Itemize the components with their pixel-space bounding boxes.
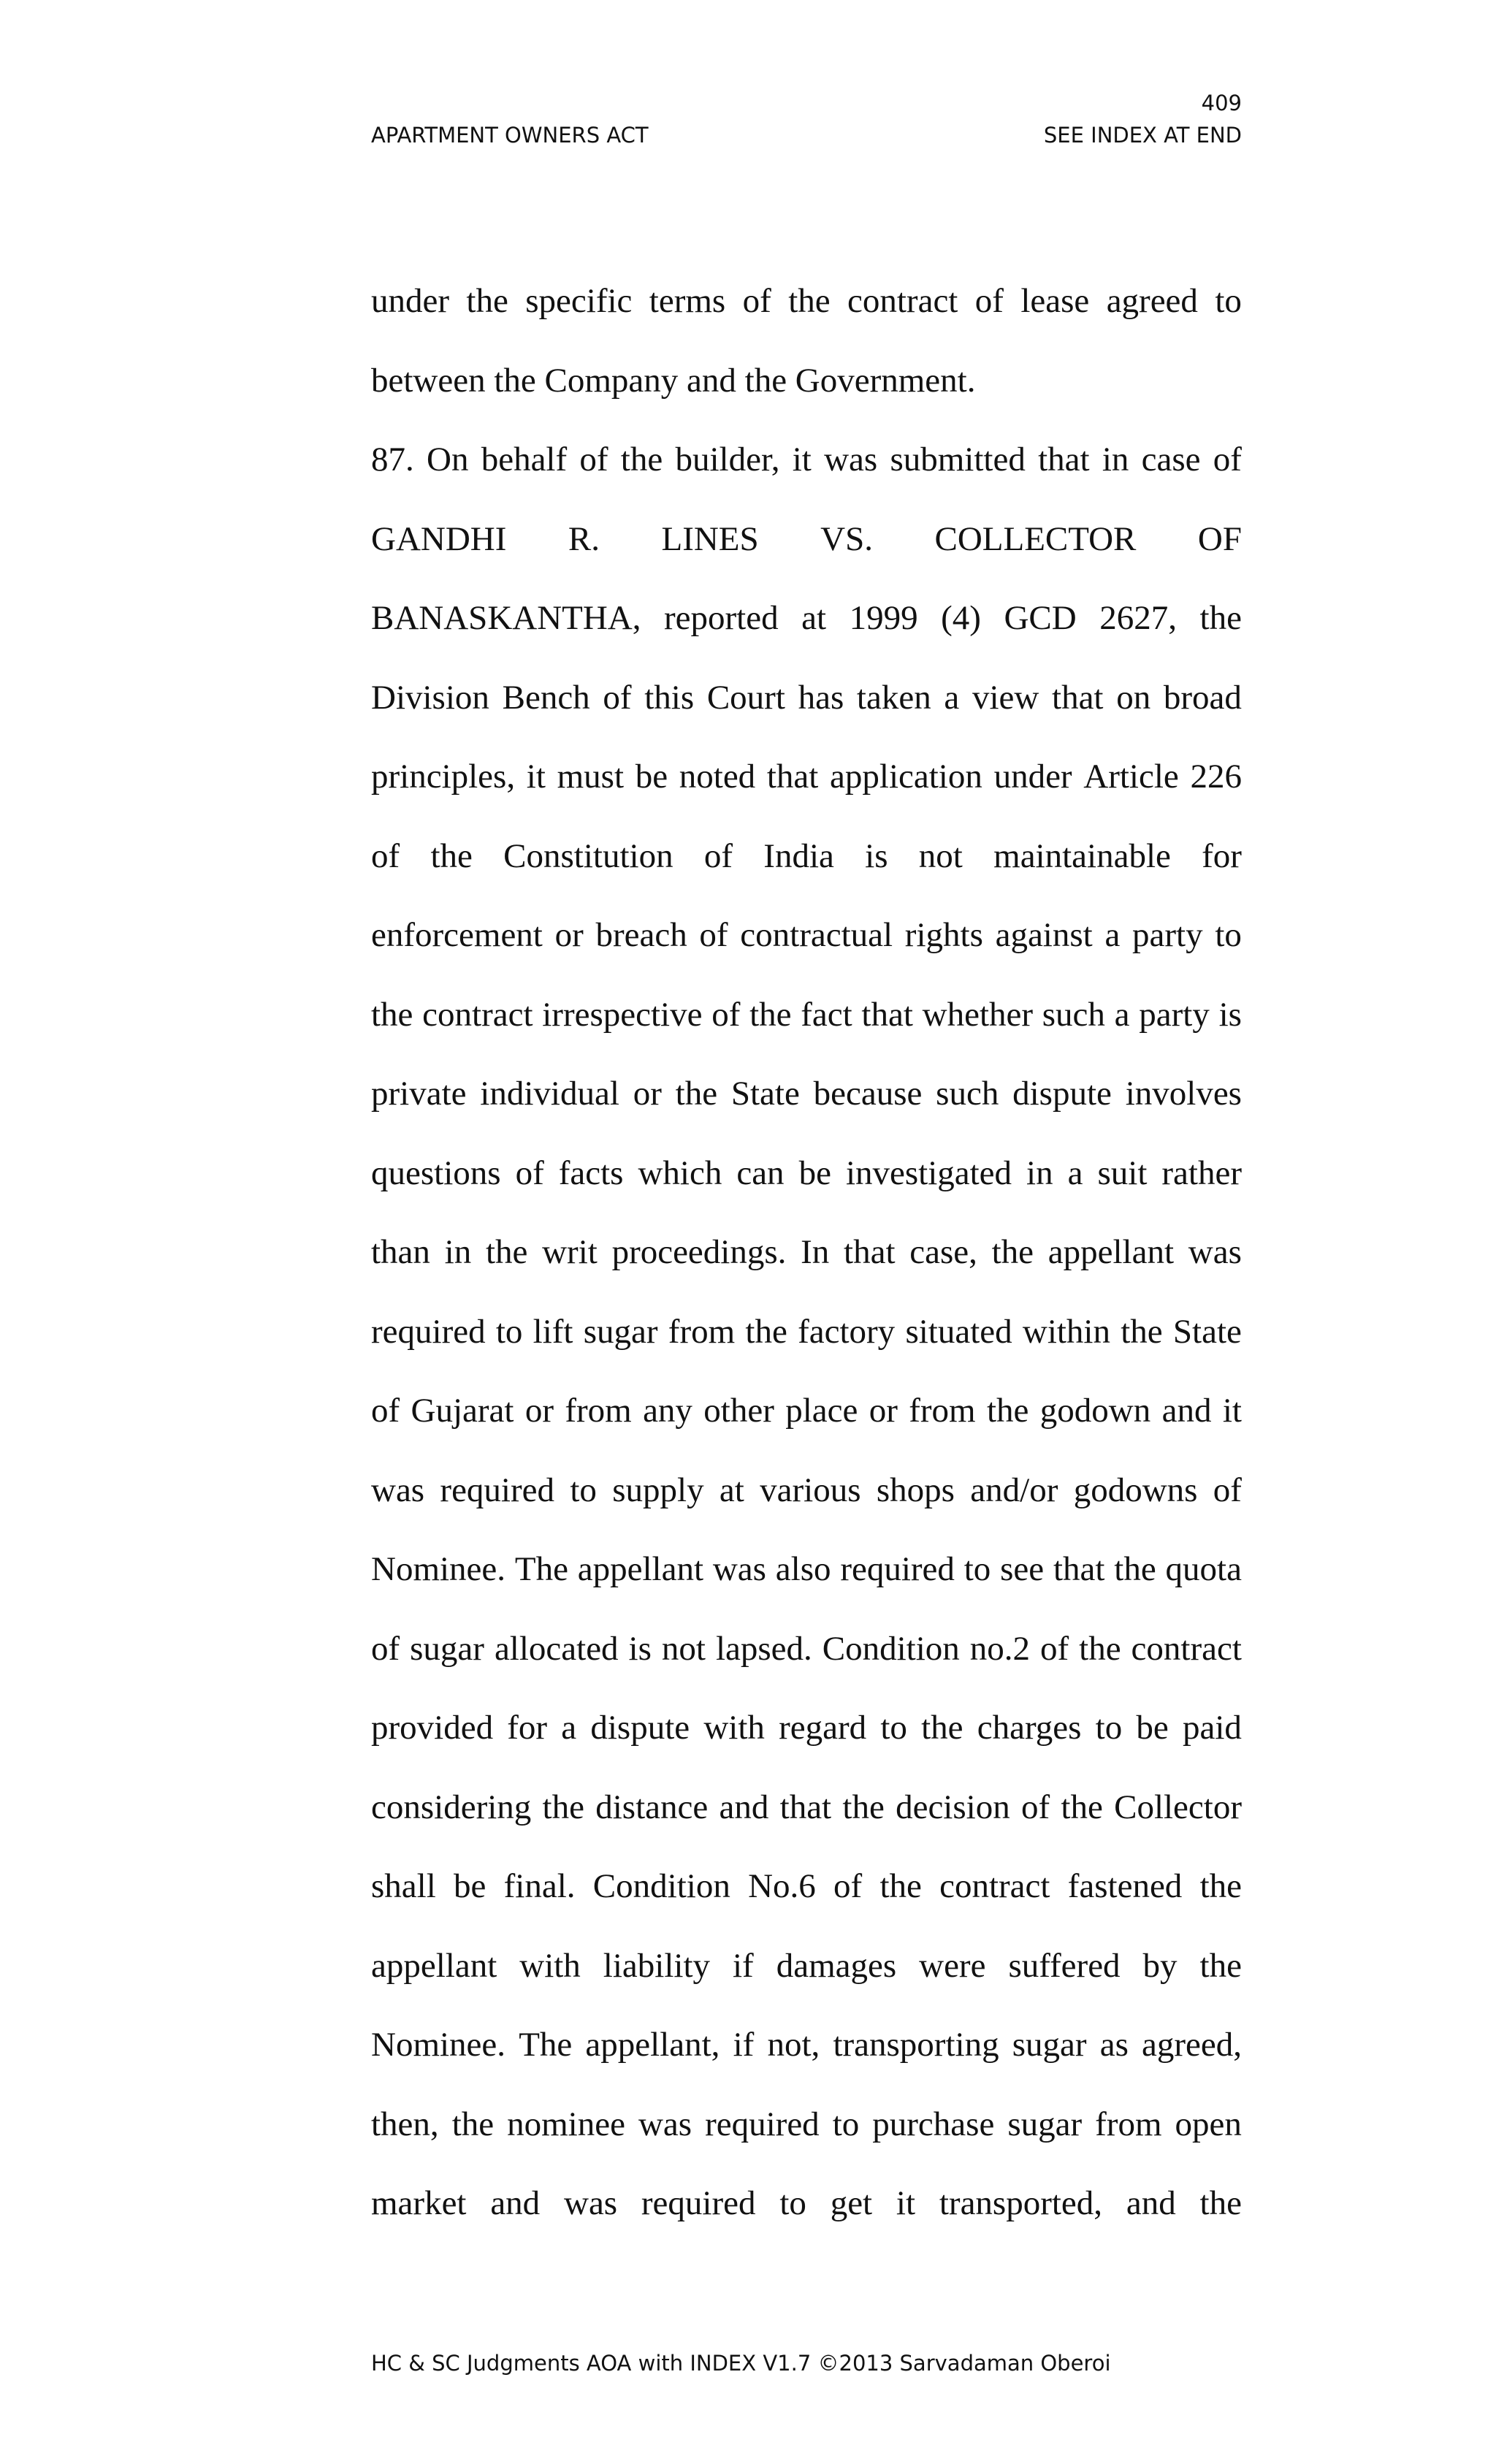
body-word: is	[1218, 995, 1242, 1034]
body-word: of	[371, 1629, 400, 1668]
body-word: be	[454, 1867, 486, 1905]
body-word: the	[921, 1709, 963, 1747]
body-word: rather	[1161, 1153, 1242, 1192]
body-word: against	[995, 916, 1093, 954]
body-word: Nominee.	[371, 2026, 506, 2064]
body-line	[371, 579, 1242, 658]
body-word: the	[1114, 1550, 1156, 1588]
body-word: for	[507, 1709, 548, 1747]
body-word: 226	[1190, 758, 1242, 796]
body-word: from	[565, 1392, 632, 1430]
body-line	[371, 817, 1242, 896]
body-word: the	[1121, 1312, 1163, 1351]
body-word: proceedings.	[611, 1233, 787, 1271]
body-line	[371, 737, 1242, 817]
body-word: party	[1132, 916, 1203, 954]
body-word: damages	[776, 1946, 897, 1985]
page-number: 409	[1201, 91, 1242, 115]
body-word: transporting	[833, 2026, 999, 2064]
body-word: that	[779, 1788, 832, 1826]
body-word: of	[1213, 440, 1242, 478]
body-word: of	[699, 916, 728, 954]
body-word: to	[1215, 282, 1242, 320]
body-line	[371, 1213, 1242, 1292]
body-word: reported	[664, 599, 779, 637]
body-word: because	[813, 1075, 923, 1113]
body-word: of	[703, 836, 733, 875]
body-word: final.	[503, 1867, 576, 1905]
body-word: was	[638, 2105, 692, 2143]
body-word: India	[763, 836, 834, 875]
body-word: BANASKANTHA,	[371, 599, 641, 637]
body-word: if	[733, 2026, 755, 2064]
body-word: required	[705, 2105, 820, 2143]
body-word: no.2	[969, 1629, 1031, 1668]
body-word: application	[830, 758, 982, 796]
body-word: to	[570, 1471, 597, 1509]
body-line	[371, 1768, 1242, 1847]
body-word: that	[844, 1233, 896, 1271]
body-word: get	[830, 2184, 873, 2222]
body-word: shops	[876, 1471, 955, 1509]
body-word: of	[371, 836, 400, 875]
body-word: facts	[558, 1153, 624, 1192]
body-word: it	[792, 440, 812, 478]
body-word: and/or	[970, 1471, 1058, 1509]
body-word: behalf	[481, 440, 568, 478]
body-word: or	[554, 916, 584, 954]
body-word: place	[785, 1392, 858, 1430]
body-word: see	[1000, 1550, 1045, 1588]
body-word: sugar	[1007, 2105, 1083, 2143]
body-word: must	[557, 758, 625, 796]
body-word: to	[963, 1550, 991, 1588]
body-word: Collector	[1114, 1788, 1242, 1826]
body-word: appellant	[1047, 1233, 1175, 1271]
body-word: contract	[939, 1867, 1050, 1905]
body-word: if	[733, 1946, 754, 1985]
body-word: that	[861, 995, 913, 1034]
body-word: purchase	[872, 2105, 995, 2143]
body-line	[371, 2164, 1242, 2243]
body-word: GANDHI	[371, 519, 507, 558]
body-line	[371, 1451, 1242, 1530]
body-line	[371, 1371, 1242, 1451]
body-word: of	[742, 282, 771, 320]
body-word: The	[519, 2026, 573, 2064]
body-word: liability	[603, 1946, 711, 1985]
body-word: paid	[1182, 1709, 1242, 1747]
body-word: in	[444, 1233, 472, 1271]
body-word: a	[1104, 916, 1121, 954]
body-word: was	[1188, 1233, 1242, 1271]
body-line	[371, 1609, 1242, 1689]
body-word: charges	[977, 1709, 1082, 1747]
body-word: the	[485, 1233, 528, 1271]
body-word: was	[564, 2184, 618, 2222]
body-word: has	[798, 678, 844, 717]
body-word: is	[865, 836, 888, 875]
body-word: that	[1053, 1550, 1105, 1588]
body-word: supply	[612, 1471, 704, 1509]
body-word: or	[869, 1392, 898, 1430]
body-word: the	[1199, 1946, 1242, 1985]
body-word: provided	[371, 1709, 494, 1747]
body-word: builder,	[675, 440, 780, 478]
body-word: appellant	[577, 1550, 704, 1588]
body-word: the	[451, 2105, 495, 2143]
body-word: the	[788, 282, 831, 320]
body-word: be	[635, 758, 668, 796]
body-word: submitted	[890, 440, 1026, 478]
body-word: lift	[533, 1312, 573, 1351]
body-word: as	[1099, 2026, 1129, 2064]
body-word: various	[760, 1471, 861, 1509]
body-word: allocated	[494, 1629, 619, 1668]
body-word: the	[749, 995, 792, 1034]
body-word: suffered	[1008, 1946, 1121, 1985]
body-word: the	[620, 440, 663, 478]
body-word: State	[730, 1075, 800, 1113]
body-word: Bench	[502, 678, 590, 717]
body-word: the	[745, 1312, 787, 1351]
body-word: Condition	[822, 1629, 960, 1668]
body-word: to	[832, 2105, 860, 2143]
body-word: of	[515, 1153, 544, 1192]
body-word: open	[1175, 2105, 1242, 2143]
body-word: R.	[568, 519, 600, 558]
body-word: that	[766, 758, 819, 796]
body-word: the	[1199, 2184, 1242, 2222]
body-word: a	[1114, 995, 1130, 1034]
body-word: situated	[905, 1312, 1012, 1351]
body-word: to	[779, 2184, 806, 2222]
body-word: broad	[1163, 678, 1242, 717]
body-word: (4)	[941, 599, 981, 637]
body-word: that	[1038, 440, 1090, 478]
body-word: to	[495, 1312, 523, 1351]
body-word: of	[974, 282, 1004, 320]
body-word: 87.	[371, 440, 414, 478]
body-word: were	[919, 1946, 986, 1985]
body-word: lapsed.	[715, 1629, 812, 1668]
body-word: was	[371, 1471, 425, 1509]
body-word: the	[986, 1392, 1029, 1430]
body-word: of	[579, 440, 608, 478]
body-word: irrespective	[542, 995, 703, 1034]
body-text	[371, 262, 1242, 2243]
body-word: from	[909, 1392, 976, 1430]
body-word: be	[798, 1153, 831, 1192]
body-line	[371, 2085, 1242, 2164]
body-word: view	[972, 678, 1039, 717]
body-word: In	[801, 1233, 830, 1271]
body-word: was	[712, 1550, 766, 1588]
body-word: the	[1079, 1629, 1121, 1668]
body-word: on	[1116, 678, 1151, 717]
body-line	[371, 262, 1242, 341]
body-word: such	[936, 1075, 999, 1113]
body-word: factory	[798, 1312, 896, 1351]
body-word: contract	[422, 995, 533, 1034]
body-word: Nominee.	[371, 1550, 506, 1588]
body-word: by	[1142, 1946, 1178, 1985]
body-word: contract	[1131, 1629, 1242, 1668]
body-word: in	[1102, 440, 1129, 478]
body-word: agreed,	[1142, 2026, 1242, 2064]
body-line: between the Company and the Government.	[371, 361, 976, 400]
body-word: shall	[371, 1867, 436, 1905]
body-word: to	[880, 1709, 907, 1747]
running-header-right: SEE INDEX AT END	[1043, 123, 1242, 148]
body-word: noted	[679, 758, 756, 796]
body-word: was	[824, 440, 878, 478]
body-word: contract	[847, 282, 958, 320]
body-line	[371, 2005, 1242, 2085]
body-word: contractual	[740, 916, 893, 954]
body-word: of	[833, 1867, 863, 1905]
body-word: 1999	[849, 599, 918, 637]
body-word: fastened	[1067, 1867, 1183, 1905]
body-word: questions	[371, 1153, 501, 1192]
body-line	[371, 1134, 1242, 1213]
body-word: 2627,	[1099, 599, 1177, 637]
body-word: other	[703, 1392, 774, 1430]
body-line	[371, 1688, 1242, 1768]
body-word: transported,	[939, 2184, 1103, 2222]
body-word: the	[675, 1075, 718, 1113]
body-word: suit	[1097, 1153, 1148, 1192]
body-word: enforcement	[371, 916, 543, 954]
body-word: under	[371, 282, 450, 320]
body-word: that	[1052, 678, 1104, 717]
body-word: breach	[595, 916, 687, 954]
body-word: Gujarat	[411, 1392, 514, 1430]
body-word: or	[633, 1075, 662, 1113]
body-line	[371, 896, 1242, 975]
body-word: and	[490, 2184, 541, 2222]
body-word: under	[993, 758, 1072, 796]
body-word: which	[638, 1153, 722, 1192]
body-word: OF	[1197, 519, 1242, 558]
body-line	[371, 420, 1242, 500]
body-word: case,	[909, 1233, 977, 1271]
body-word: dispute	[1012, 1075, 1112, 1113]
body-line	[371, 500, 1242, 579]
body-word: and	[1126, 2184, 1176, 2222]
body-word: required	[840, 1550, 955, 1588]
body-word: the	[466, 282, 508, 320]
body-word: writ	[542, 1233, 598, 1271]
body-line	[371, 1530, 1242, 1609]
body-word: at	[801, 599, 827, 637]
body-word: terms	[649, 282, 726, 320]
body-word: Court	[706, 678, 785, 717]
body-word: not	[918, 836, 963, 875]
body-word: not,	[767, 2026, 820, 2064]
body-word: Constitution	[503, 836, 673, 875]
body-word: to	[1095, 1709, 1123, 1747]
body-word: than	[371, 1233, 430, 1271]
body-word: taken	[856, 678, 931, 717]
body-word: case	[1141, 440, 1201, 478]
running-header-left: APARTMENT OWNERS ACT	[371, 123, 649, 148]
body-word: No.6	[748, 1867, 816, 1905]
body-word: from	[668, 1312, 736, 1351]
body-word: then,	[371, 2105, 439, 2143]
body-word: Division	[371, 678, 489, 717]
body-word: lease	[1020, 282, 1090, 320]
body-word: principles,	[371, 758, 516, 796]
body-word: also	[775, 1550, 831, 1588]
body-word: and	[1161, 1392, 1212, 1430]
body-word: the	[542, 1788, 584, 1826]
body-word: sugar	[1012, 2026, 1087, 2064]
body-word: to	[1215, 916, 1242, 954]
body-word: GCD	[1004, 599, 1077, 637]
body-word: of	[603, 678, 632, 717]
body-word: in	[1026, 1153, 1053, 1192]
body-word: with	[519, 1946, 581, 1985]
body-word: agreed	[1106, 282, 1198, 320]
body-word: or	[524, 1392, 554, 1430]
body-word: and	[719, 1788, 769, 1826]
body-word: maintainable	[993, 836, 1171, 875]
body-word: fact	[801, 995, 852, 1034]
body-line	[371, 1054, 1242, 1134]
body-word: appellant,	[585, 2026, 720, 2064]
body-word: a	[1067, 1153, 1083, 1192]
body-word: investigated	[845, 1153, 1012, 1192]
body-word: nominee	[507, 2105, 625, 2143]
body-word: of	[1040, 1629, 1069, 1668]
body-word: godown	[1039, 1392, 1151, 1430]
body-word: considering	[371, 1788, 532, 1826]
body-word: State	[1172, 1312, 1242, 1351]
body-line	[371, 975, 1242, 1055]
body-word: individual	[480, 1075, 619, 1113]
body-word: godowns	[1073, 1471, 1198, 1509]
body-word: On	[427, 440, 469, 478]
body-line	[371, 1847, 1242, 1926]
body-word: distance	[595, 1788, 709, 1826]
body-word: it	[1222, 1392, 1242, 1430]
body-word: LINES	[661, 519, 759, 558]
body-word: the	[1199, 1867, 1242, 1905]
body-word: of	[1020, 1788, 1050, 1826]
body-word: the	[1199, 599, 1242, 637]
body-word: Article	[1083, 758, 1179, 796]
body-word: appellant	[371, 1946, 497, 1985]
body-word: involves	[1125, 1075, 1242, 1113]
body-word: of	[1213, 1471, 1242, 1509]
body-word: required	[641, 2184, 756, 2222]
body-word: required	[440, 1471, 555, 1509]
body-word: decision	[896, 1788, 1010, 1826]
body-word: private	[371, 1075, 467, 1113]
body-word: dispute	[590, 1709, 690, 1747]
body-word: it	[526, 758, 546, 796]
footer-copyright: HC & SC Judgments AOA with INDEX V1.7 ©2013 Sarvadaman Oberoi	[371, 2351, 1111, 2376]
body-word: any	[643, 1392, 692, 1430]
body-word: COLLECTOR	[934, 519, 1137, 558]
body-word: market	[371, 2184, 467, 2222]
body-word: can	[736, 1153, 785, 1192]
body-word: regard	[779, 1709, 867, 1747]
body-word: rights	[904, 916, 983, 954]
body-word: specific	[525, 282, 633, 320]
body-word: a	[561, 1709, 577, 1747]
body-word: party	[1139, 995, 1210, 1034]
body-word: with	[703, 1709, 765, 1747]
body-line	[371, 658, 1242, 738]
body-word: required	[371, 1312, 486, 1351]
body-word: the	[879, 1867, 922, 1905]
body-word: sugar	[410, 1629, 484, 1668]
body-word: be	[1136, 1709, 1169, 1747]
body-word: it	[896, 2184, 916, 2222]
body-word: The	[514, 1550, 568, 1588]
body-line	[371, 1292, 1242, 1372]
body-word: within	[1022, 1312, 1110, 1351]
body-word: quota	[1165, 1550, 1242, 1588]
body-word: sugar	[583, 1312, 658, 1351]
body-word: VS.	[820, 519, 873, 558]
body-word: of	[371, 1392, 400, 1430]
body-word: the	[371, 995, 413, 1034]
body-word: the	[842, 1788, 885, 1826]
body-word: this	[644, 678, 695, 717]
body-word: of	[711, 995, 741, 1034]
body-word: the	[991, 1233, 1034, 1271]
body-word: the	[430, 836, 473, 875]
body-word: not	[661, 1629, 706, 1668]
body-line	[371, 1926, 1242, 2006]
body-word: a	[944, 678, 960, 717]
body-word: from	[1095, 2105, 1162, 2143]
body-word: the	[1061, 1788, 1103, 1826]
body-word: is	[628, 1629, 652, 1668]
body-word: whether	[922, 995, 1034, 1034]
body-word: at	[719, 1471, 744, 1509]
body-word: for	[1202, 836, 1242, 875]
body-word: such	[1042, 995, 1105, 1034]
body-word: Condition	[592, 1867, 730, 1905]
